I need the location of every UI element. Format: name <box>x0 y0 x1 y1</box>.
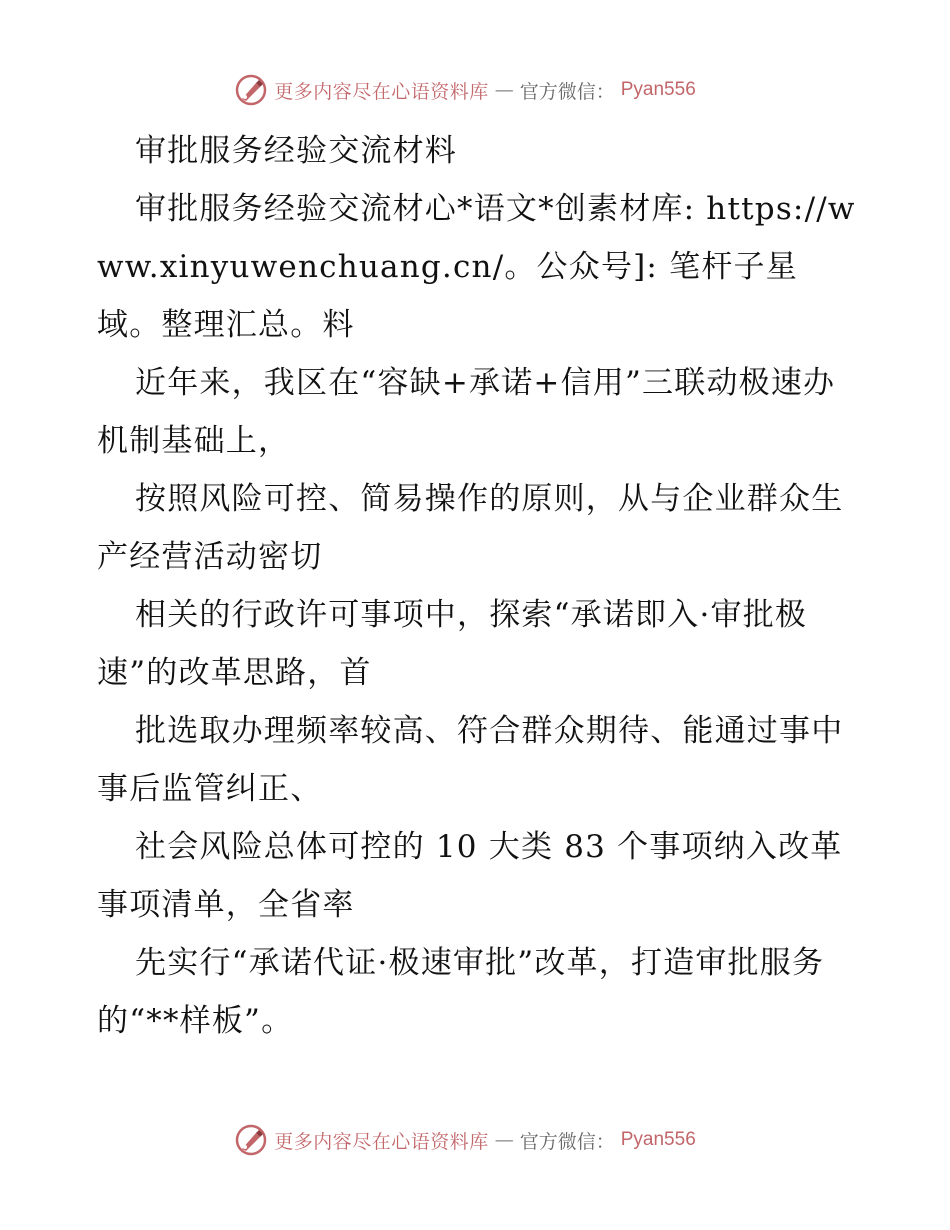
banner-separator: — <box>494 1129 514 1151</box>
pen-logo-icon <box>234 1123 268 1157</box>
banner-wechat-id: Pyan556 <box>620 79 696 100</box>
document-title: 审批服务经验交流材料 <box>135 133 457 169</box>
pen-logo-icon <box>234 73 268 107</box>
banner-slogan: 更多内容尽在心语资料库 <box>274 1130 489 1153</box>
banner-separator: — <box>494 79 514 101</box>
header-banner <box>0 70 950 110</box>
document-body <box>97 122 857 1050</box>
paragraph: 批选取办理频率较高、符合群众期待、能通过事中事后监管纠正、 <box>97 713 844 807</box>
header-banner-content <box>234 73 696 107</box>
paragraph: 近年来，我区在“容缺+承诺+信用”三联动极速办机制基础上， <box>97 365 836 459</box>
paragraph: 按照风险可控、简易操作的原则，从与企业群众生产经营活动密切 <box>97 481 844 575</box>
paragraph: 相关的行政许可事项中，探索“承诺即入·审批极速”的改革思路，首 <box>97 597 808 691</box>
paragraph: 社会风险总体可控的 10 大类 83 个事项纳入改革事项清单，全省率 <box>97 829 843 923</box>
paragraph: 先实行“承诺代证·极速审批”改革，打造审批服务的“**样板”。 <box>97 945 825 1039</box>
footer-banner-content <box>234 1123 696 1157</box>
paragraph: 审批服务经验交流材心*语文*创素材库: https://www.xinyuwenchuang.cn/。公众号]: 笔杆子星域。整理汇总。料 <box>97 191 856 343</box>
banner-slogan: 更多内容尽在心语资料库 <box>274 80 489 103</box>
footer-banner <box>0 1120 950 1160</box>
banner-wechat-label: 官方微信： <box>519 1130 615 1153</box>
banner-wechat-label: 官方微信： <box>519 80 615 103</box>
banner-wechat-id: Pyan556 <box>620 1129 696 1150</box>
